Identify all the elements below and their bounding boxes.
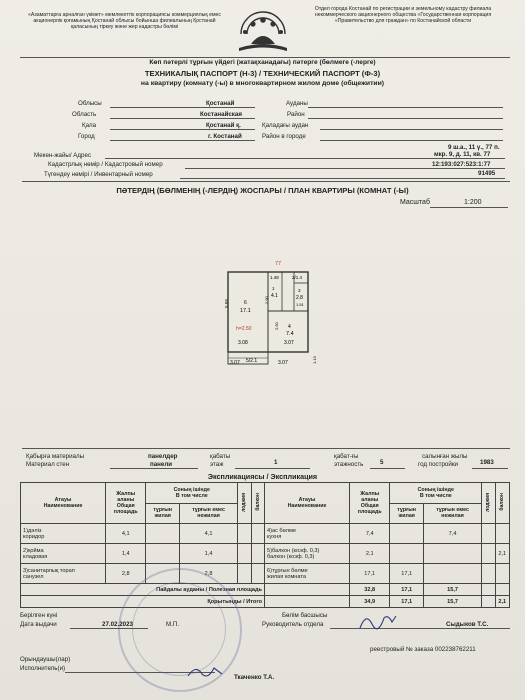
floors-value: 5 <box>380 459 384 466</box>
head-name: Сыдыков Т.С. <box>446 621 489 628</box>
col-living-right: тұрғын жилая <box>390 503 424 524</box>
audany-kz-label: Ауданы <box>286 100 308 107</box>
col-living-left: тұрғын жилая <box>146 503 180 524</box>
dim-mid-v2: 2.60 <box>274 322 279 330</box>
col-name-right: Атауы Наименование <box>265 483 350 524</box>
scale-label: Масштаб <box>400 199 430 206</box>
qala-kz-label: Қала <box>82 122 97 129</box>
goverment-for-citizens-logo-icon <box>233 4 293 56</box>
dim-mid-v: 2.90 <box>264 296 269 304</box>
address-value-ru: мкр. 9, д. 11, кв. 77 <box>434 151 491 158</box>
title-line1: Көп пәтерлі тұрғын үйдегі (жатақханадағы) пәтерге (бөлмеге (-лерге) <box>149 59 376 66</box>
address-value-kz: 9 ш.а., 11 ү., 77 п. <box>448 144 500 151</box>
mp-label: М.П. <box>166 621 180 628</box>
exec-kz-label: Орындаушы(лар) <box>20 656 71 663</box>
wall-kz-label: Қабырға материалы <box>26 453 85 460</box>
issued-kz-label: Берілген күні <box>20 612 58 619</box>
col-incl-right: Соның ішінде В том числе <box>390 483 482 504</box>
col-nonliving-left: тұрғын емес нежилая <box>179 503 237 524</box>
exec-name: Ткаченко Т.А. <box>234 674 275 681</box>
table-row: 3)санитарлық торап санузел 2,8 2,8 6)тұрғын бөлме жилая комната 17,1 17,1 <box>21 564 510 584</box>
title-line2: ТЕХНИКАЛЫҚ ПАСПОРТ (Н-3) / ТЕХНИЧЕСКИЙ ПАСПОРТ (Ф-3) <box>144 69 381 78</box>
audany-ru-label: Район <box>287 111 305 118</box>
explication-title: Экспликациясы / Экспликация <box>207 472 318 481</box>
room3-area: 2.8 <box>296 295 303 301</box>
head-kz-label: Бөлім басшысы <box>282 612 328 619</box>
room6-no: 6 <box>244 300 247 306</box>
exec-signature <box>186 660 226 682</box>
floor-plan <box>220 256 320 372</box>
ceiling-height: h=2.50 <box>236 326 252 332</box>
head-ru-label: Руководитель отдела <box>262 621 324 628</box>
useful-area-row: Пайдалы ауданы / Полезная площадь 32,8 17,1 15,7 <box>21 584 510 596</box>
issued-value: 27.02.2023 <box>102 621 133 628</box>
balcony-left: 3.07 <box>230 360 240 366</box>
balcony-mid: 5/2.1 <box>246 358 258 364</box>
room1-no: 1 <box>272 286 275 291</box>
inventory-value: 91495 <box>478 170 496 177</box>
cadastral-label: Кадастрлық нөмір / Кадастровый номер <box>48 161 163 168</box>
floors-ru-label: этажность <box>334 461 364 468</box>
qala-ru-value: г. Костанай <box>208 133 242 140</box>
year-ru-label: год постройки <box>418 461 458 468</box>
issued-ru-label: Дата выдачи <box>20 621 57 628</box>
apt-number: 77 <box>275 261 282 267</box>
wall-ru-value: панели <box>150 461 173 468</box>
header-right-text: Отдел города Костанай по регистрации и земельному кадастру филиала некоммерческого акционерного общества «Государственная корпорация «Правительство для граждан» по Костанайской области <box>314 6 492 25</box>
floor-ru-label: этаж <box>210 461 224 468</box>
oblys-ru-label: Область <box>72 111 97 118</box>
col-balcony-right: балкон <box>499 493 506 511</box>
table-row: 2)қойма кладовая 1,4 1,4 5)балкон (коэф. 0,3) балкон (коэф. 0,3) 2,1 2,1 <box>21 544 510 564</box>
qala-audan-ru-label: Район в городе <box>262 133 306 140</box>
dim-width-right: 3.07 <box>284 340 294 346</box>
room4-no: 4 <box>288 324 291 330</box>
qala-kz-value: Қостанай қ. <box>206 122 241 129</box>
col-nonliving-right: тұрғын емес нежилая <box>423 503 481 524</box>
oblys-kz-label: Облысы <box>78 100 102 107</box>
col-lodgia-left: лоджия <box>241 492 248 512</box>
head-signature <box>358 610 398 632</box>
table-row: 1)дәліз коридор 4,1 4,1 4)ас бөлме кухня 7,4 7,4 <box>21 524 510 544</box>
dim-top-b: 2/1.4 <box>292 275 303 280</box>
floor-value: 1 <box>274 459 278 466</box>
oblys-ru-value: Костанайская <box>200 111 242 118</box>
wall-ru-label: Материал стен <box>26 461 70 468</box>
scale-value: 1:200 <box>464 199 482 206</box>
plan-title: ПӘТЕРДІҢ (БӨЛМЕНІҢ (-ЛЕРДІҢ) ЖОСПАРЫ / ПЛАН КВАРТИРЫ (КОМНАТ (-Ы) <box>116 186 409 195</box>
col-incl-left: Соның ішінде В том числе <box>146 483 238 504</box>
col-lodgia-right: лоджия <box>485 492 492 512</box>
room6-area: 17.1 <box>240 308 251 314</box>
qala-ru-label: Город <box>78 133 95 140</box>
dim-left-h: 5.59 <box>224 299 229 308</box>
room4-area: 7.4 <box>286 331 294 337</box>
col-total-right: Жалпы аланы Общая площадь <box>350 483 390 524</box>
explication-table <box>20 482 510 608</box>
floors-kz-label: қабат-ғы <box>334 453 359 460</box>
room3-no: 3 <box>298 288 301 293</box>
year-value: 1983 <box>480 459 494 466</box>
header-left-text: «Азаматтарға арналған үкімет» мемлекеттік корпорациясы коммерциялық емес акционерлік қоғамының Қостанай облысы бойынша филиалының Қостанай қаласының тіркеу және жер кадастры бөлімі <box>27 12 222 31</box>
wall-kz-value: панелдер <box>148 453 178 460</box>
cadastral-value: 12:193:027:523:1:77 <box>432 161 491 168</box>
floor-kz-label: қабаты <box>210 453 231 460</box>
dim-top-a: 1.48 <box>270 275 279 280</box>
room1-area: 4.1 <box>271 293 278 299</box>
address-label: Мекен-жайы/ Адрес <box>34 152 91 159</box>
qala-audan-kz-label: Қаладағы аудан <box>262 122 309 129</box>
year-kz-label: салынған жылы <box>422 453 468 460</box>
dim-width-left: 3.08 <box>238 340 248 346</box>
col-name-left: Атауы Наименование <box>21 483 106 524</box>
balcony-height: 1.13 <box>312 356 317 364</box>
inventory-label: Түгендеу нөмірі / Инвентарный номер <box>44 171 153 178</box>
registry-number: реестровый № заказа 002238762211 <box>370 646 476 653</box>
total-row: Қорытынды / Итого 34,9 17,1 15,7 2,1 <box>21 596 510 608</box>
col-total-left: Жалпы аланы Общая площадь <box>106 483 146 524</box>
balcony-right: 3.07 <box>278 360 288 366</box>
exec-ru-label: Исполнитель(и) <box>20 665 66 672</box>
room3-width: 1.51 <box>296 302 304 307</box>
oblys-kz-value: Қостанай <box>206 100 235 107</box>
title-line3: на квартиру (комнату (-ы) в многоквартирном жилом доме (общежитии) <box>140 80 385 87</box>
col-balcony-left: балкон <box>254 493 261 511</box>
